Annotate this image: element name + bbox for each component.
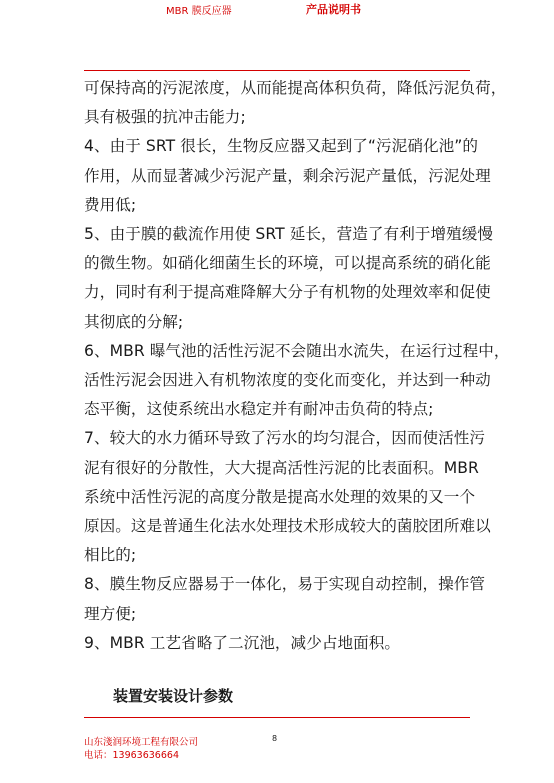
body-line: 系统中活性污泥的高度分散是提高水处理的效果的又一个 — [84, 487, 476, 506]
body-line: 6、MBR 曝气池的活性污泥不会随出水流失，在运行过程中， — [84, 341, 510, 360]
header-product-name: MBR 膜反应器 — [166, 6, 232, 17]
footer-phone: 电话：13963636664 — [84, 750, 179, 761]
body-text — [84, 74, 510, 658]
body-line: 原因。这是普通生化法水处理技术形成较大的菌胶团所难以 — [84, 517, 491, 536]
header-doc-type: 产品说明书 — [306, 3, 361, 16]
body-line: 的微生物。如硝化细菌生长的环境，可以提高系统的硝化能 — [84, 254, 491, 273]
header-divider — [84, 70, 470, 71]
body-line: 8、膜生物反应器易于一体化，易于实现自动控制，操作管 — [84, 575, 486, 594]
body-line: 活性污泥会因进入有机物浓度的变化而变化，并达到一种动 — [84, 371, 491, 390]
body-line: 泥有很好的分散性，大大提高活性污泥的比表面积。MBR — [84, 458, 479, 477]
page-header — [84, 52, 470, 72]
body-line: 费用低; — [84, 195, 137, 214]
body-line: 力，同时有利于提高难降解大分子有机物的处理效率和促使 — [84, 283, 491, 302]
footer-company-name: 山东淺润环境工程有限公司 — [84, 737, 199, 748]
body-line: 5、由于膜的截流作用使 SRT 延长，营造了有利于增殖缓慢 — [84, 225, 494, 244]
body-line: 4、由于 SRT 很长，生物反应器又起到了“污泥硝化池”的 — [84, 137, 479, 156]
footer-divider — [84, 717, 470, 718]
body-line: 相比的; — [84, 546, 137, 565]
body-line: 可保持高的污泥浓度，从而能提高体积负荷，降低污泥负荷， — [84, 79, 507, 97]
body-line: 9、MBR 工艺省略了二沉池，减少占地面积。 — [84, 633, 401, 652]
section-heading: 装置安装设计参数 — [113, 687, 234, 705]
body-line: 7、较大的水力循环导致了污水的均匀混合，因而使活性污 — [84, 429, 486, 448]
body-line: 理方便; — [84, 604, 137, 623]
body-line: 作用，从而显著减少污泥产量，剩余污泥产量低，污泥处理 — [84, 166, 491, 185]
body-line: 其彻底的分解; — [84, 312, 184, 331]
page-number: 8 — [272, 734, 278, 743]
body-line: 具有极强的抗冲击能力; — [84, 108, 246, 127]
body-line: 态平衡，这使系统出水稳定并有耐冲击负荷的特点; — [84, 400, 434, 419]
